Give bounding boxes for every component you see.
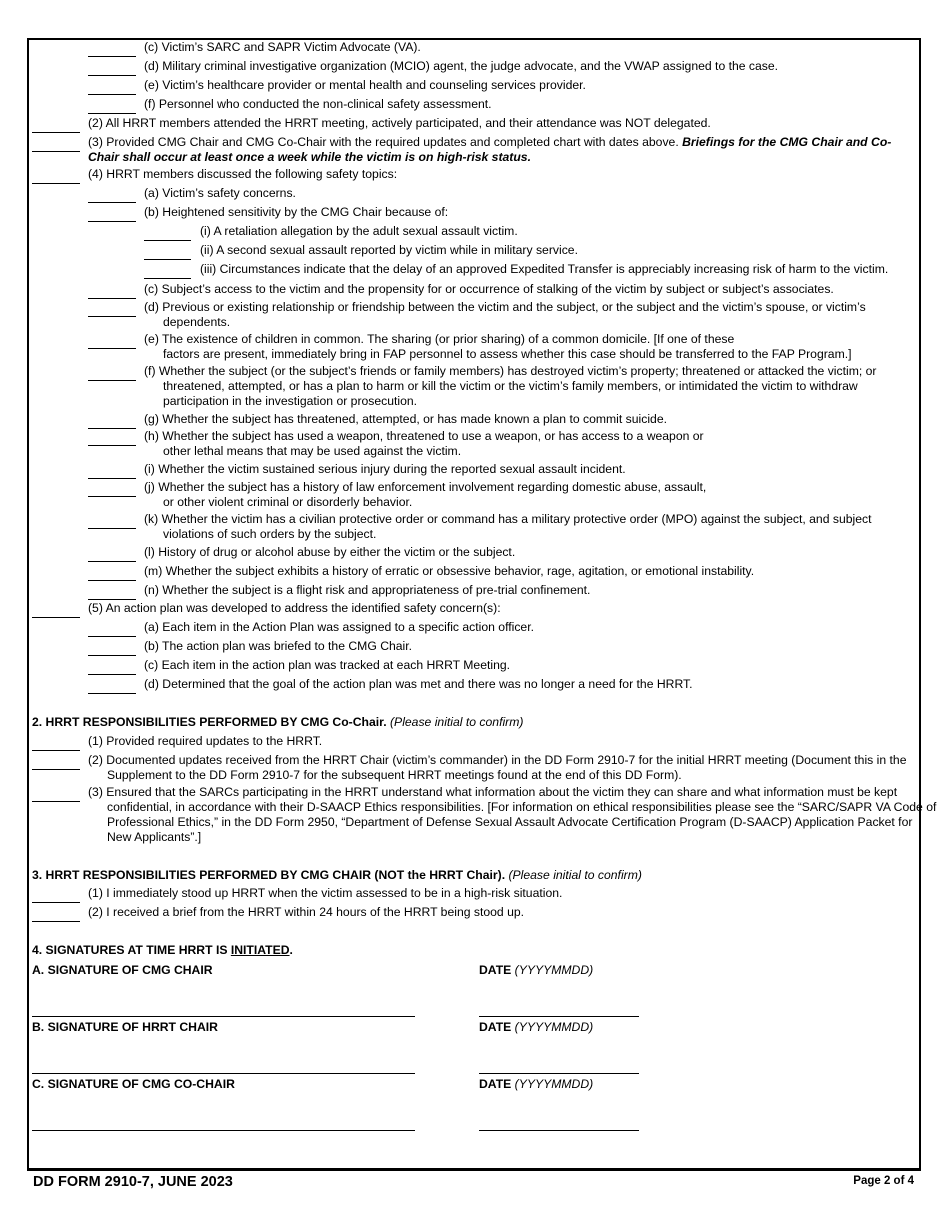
item-text: (g) Whether the subject has threatened, attempted, or has made known a plan to commit suicide. xyxy=(144,412,667,426)
date-format: (YYYYMMDD) xyxy=(514,1020,594,1034)
item-text: (1) Provided required updates to the HRRT. xyxy=(88,734,323,748)
initials-field[interactable] xyxy=(88,298,136,299)
item-text: (2) I received a brief from the HRRT within 24 hours of the HRRT being stood up. xyxy=(88,905,525,919)
initials-field[interactable] xyxy=(32,617,80,618)
initials-field[interactable] xyxy=(88,636,136,637)
section-heading-text: 4. SIGNATURES AT TIME HRRT IS xyxy=(32,943,231,957)
section-4-heading xyxy=(32,943,293,957)
signature-c-label: C. SIGNATURE OF CMG CO-CHAIR xyxy=(32,1077,235,1091)
initials-field[interactable] xyxy=(88,221,136,222)
item-text: (2) Documented updates received from the HRRT Chair (victim’s commander) in the DD Form 2910-7 for the initial HRRT meeting (Document this in the Supplement to the DD Form 2910-7 for the subsequent HRRT meetings found at the end of this DD Form). xyxy=(88,753,907,782)
initials-field[interactable] xyxy=(88,348,136,349)
initials-field[interactable] xyxy=(144,240,191,241)
signature-a-label: A. SIGNATURE OF CMG CHAIR xyxy=(32,963,213,977)
page-number: Page 2 of 4 xyxy=(853,1175,914,1187)
initials-field[interactable] xyxy=(88,496,136,497)
signature-a-field[interactable] xyxy=(32,1016,415,1017)
date-c-label xyxy=(479,1077,593,1091)
section-heading-text: 3. HRRT RESPONSIBILITIES PERFORMED BY CMG CHAIR (NOT the HRRT Chair). xyxy=(32,868,506,882)
item-text: (d) Military criminal investigative organization (MCIO) agent, the judge advocate, and the VWAP assigned to the case. xyxy=(144,59,779,73)
item-text: (b) Heightened sensitivity by the CMG Chair because of: xyxy=(144,205,449,219)
section-heading-text: 2. HRRT RESPONSIBILITIES PERFORMED BY CMG Co-Chair. xyxy=(32,715,387,729)
item-text: (c) Victim’s SARC and SAPR Victim Advocate (VA). xyxy=(144,40,421,54)
initials-field[interactable] xyxy=(88,202,136,203)
signature-b-field[interactable] xyxy=(32,1073,415,1074)
item-text-emphasis: Briefings for the CMG Chair and Co-Chair shall occur at least once a week while the victim is on high-risk status. xyxy=(88,135,892,164)
initials-field[interactable] xyxy=(88,674,136,675)
section-heading-underlined: INITIATED xyxy=(230,943,290,957)
initials-field[interactable] xyxy=(88,561,136,562)
item-text: (c) Subject’s access to the victim and the propensity for or occurrence of stalking of the victim by subject or subject’s associates. xyxy=(144,282,834,296)
form-identifier: DD FORM 2910-7, JUNE 2023 xyxy=(33,1174,233,1190)
item-text: (c) Each item in the action plan was tracked at each HRRT Meeting. xyxy=(144,658,511,672)
item-text: (d) Determined that the goal of the action plan was met and there was no longer a need for the HRRT. xyxy=(144,677,693,691)
item-text: (i) A retaliation allegation by the adult sexual assault victim. xyxy=(200,224,518,238)
initials-field[interactable] xyxy=(88,113,136,114)
date-b-label xyxy=(479,1020,593,1034)
date-format: (YYYYMMDD) xyxy=(514,963,594,977)
item-text: (f) Personnel who conducted the non-clinical safety assessment. xyxy=(144,97,492,111)
item-text: (n) Whether the subject is a flight risk and appropriateness of pre-trial confinement. xyxy=(144,583,591,597)
initials-field[interactable] xyxy=(32,132,80,133)
item-text xyxy=(88,135,910,165)
item-text: (a) Each item in the Action Plan was assigned to a specific action officer. xyxy=(144,620,534,634)
signature-b-label: B. SIGNATURE OF HRRT CHAIR xyxy=(32,1020,218,1034)
item-text: (iii) Circumstances indicate that the delay of an approved Expedited Transfer is appreciably increasing risk of harm to the victim. xyxy=(200,262,889,276)
initials-field[interactable] xyxy=(88,693,136,694)
item-text: (e) The existence of children in common. The sharing (or prior sharing) of a common domicile. [If one of these xyxy=(144,332,735,346)
section-note: (Please initial to confirm) xyxy=(508,868,642,882)
item-text: (l) History of drug or alcohol abuse by either the victim or the subject. xyxy=(144,545,516,559)
item-text-continued: factors are present, immediately bring in FAP personnel to assess whether this case should be transferred to the FAP Program.] xyxy=(163,347,852,361)
initials-field[interactable] xyxy=(88,56,136,57)
initials-field[interactable] xyxy=(32,183,80,184)
initials-field[interactable] xyxy=(32,921,80,922)
item-text: (5) An action plan was developed to address the identified safety concern(s): xyxy=(88,601,501,615)
date-a-field[interactable] xyxy=(479,1016,639,1017)
initials-field[interactable] xyxy=(88,316,136,317)
section-note: (Please initial to confirm) xyxy=(390,715,524,729)
initials-field[interactable] xyxy=(88,380,136,381)
signature-c-field[interactable] xyxy=(32,1130,415,1131)
item-text: (m) Whether the subject exhibits a history of erratic or obsessive behavior, rage, agitation, or emotional instability. xyxy=(144,564,755,578)
initials-field[interactable] xyxy=(32,151,80,152)
item-text-continued: or other violent criminal or disorderly behavior. xyxy=(163,495,413,509)
date-c-field[interactable] xyxy=(479,1130,639,1131)
initials-field[interactable] xyxy=(32,769,80,770)
initials-field[interactable] xyxy=(88,428,136,429)
item-text: (j) Whether the subject has a history of law enforcement involvement regarding domestic abuse, assault, xyxy=(144,480,707,494)
section-3-heading xyxy=(32,868,642,882)
item-text: (4) HRRT members discussed the following safety topics: xyxy=(88,167,398,181)
initials-field[interactable] xyxy=(88,94,136,95)
initials-field[interactable] xyxy=(88,655,136,656)
date-b-field[interactable] xyxy=(479,1073,639,1074)
initials-field[interactable] xyxy=(88,75,136,76)
item-text: (k) Whether the victim has a civilian protective order or command has a military protective order (MPO) against the subject, and subject violations of such orders by the subject. xyxy=(144,512,872,541)
initials-field[interactable] xyxy=(88,478,136,479)
item-text: (1) I immediately stood up HRRT when the victim assessed to be in a high-risk situation. xyxy=(88,886,563,900)
item-text: (d) Previous or existing relationship or friendship between the victim and the subject, or the subject and the victim’s spouse, or victim’s dependents. xyxy=(144,300,866,329)
item-text-plain: (3) Provided CMG Chair and CMG Co-Chair with the required updates and completed chart with dates above. xyxy=(88,135,683,149)
date-a-label xyxy=(479,963,593,977)
section-heading-suffix: . xyxy=(289,943,293,957)
initials-field[interactable] xyxy=(32,801,80,802)
item-text: (e) Victim’s healthcare provider or mental health and counseling services provider. xyxy=(144,78,586,92)
item-text: (b) The action plan was briefed to the CMG Chair. xyxy=(144,639,413,653)
item-text: (h) Whether the subject has used a weapon, threatened to use a weapon, or has access to a weapon or xyxy=(144,429,704,443)
initials-field[interactable] xyxy=(32,902,80,903)
initials-field[interactable] xyxy=(88,599,136,600)
item-text: (a) Victim’s safety concerns. xyxy=(144,186,296,200)
item-text: (ii) A second sexual assault reported by victim while in military service. xyxy=(200,243,578,257)
date-label: DATE xyxy=(479,1077,512,1091)
initials-field[interactable] xyxy=(88,445,136,446)
section-2-heading xyxy=(32,715,523,729)
item-text-continued: other lethal means that may be used against the victim. xyxy=(163,444,462,458)
initials-field[interactable] xyxy=(88,528,136,529)
date-label: DATE xyxy=(479,963,512,977)
item-text: (3) Ensured that the SARCs participating in the HRRT understand what information about the victim they can share and what information must be kept confidential, in accordance with their D-SAACP Ethics responsibilities. [For information on ethical responsibilities please see the “SARC/SAPR VA Code of Professional Ethics,” in the DD Form 2950, “Department of Defense Sexual Assault Advocate Certification Program (D-SAACP) Application Packet for New Applicants”.] xyxy=(88,785,937,844)
item-text: (2) All HRRT members attended the HRRT meeting, actively participated, and their attendance was NOT delegated. xyxy=(88,116,711,130)
item-text: (i) Whether the victim sustained serious injury during the reported sexual assault incident. xyxy=(144,462,626,476)
item-text: (f) Whether the subject (or the subject’s friends or family members) has destroyed victim’s property; threatened or attacked the victim; or threatened, attempted, or has a plan to harm or kill the victim or the victim’s family members, or intimidated the victim to withdraw participation in the investigation or prosecution. xyxy=(144,364,877,408)
date-format: (YYYYMMDD) xyxy=(514,1077,594,1091)
date-label: DATE xyxy=(479,1020,512,1034)
initials-field[interactable] xyxy=(32,750,80,751)
initials-field[interactable] xyxy=(144,259,191,260)
initials-field[interactable] xyxy=(88,580,136,581)
initials-field[interactable] xyxy=(144,278,191,279)
